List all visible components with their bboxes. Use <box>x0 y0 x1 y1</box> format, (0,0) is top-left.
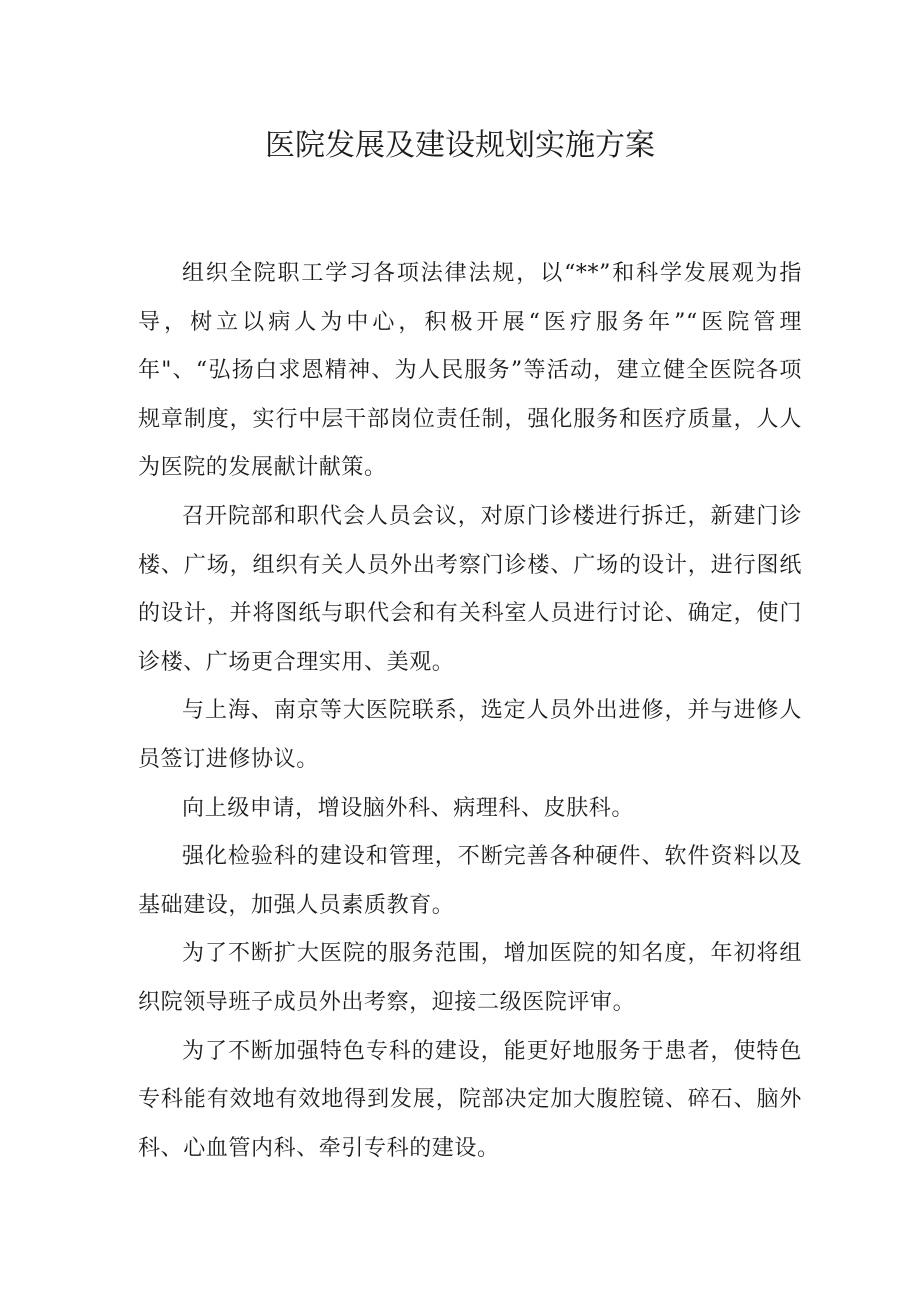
paragraph-5: 强化检验科的建设和管理，不断完善各种硬件、软件资料以及基础建设，加强人员素质教育。 <box>138 844 802 918</box>
document-body <box>138 250 802 1173</box>
paragraph-6: 为了不断扩大医院的服务范围，增加医院的知名度，年初将组织院领导班子成员外出考察，迎接二级医院评审。 <box>138 941 802 1015</box>
paragraph-7: 为了不断加强特色专科的建设，能更好地服务于患者，使特色专科能有效地有效地得到发展，院部决定加大腹腔镜、碎石、脑外科、心血管内科、牵引专科的建设。 <box>138 1038 802 1161</box>
paragraph-3: 与上海、南京等大医院联系，选定人员外出进修，并与进修人员签订进修协议。 <box>138 698 802 772</box>
document-title: 医院发展及建设规划实施方案 <box>265 128 655 163</box>
paragraph-1: 组织全院职工学习各项法律法规，以“**”和科学发展观为指导，树立以病人为中心，积极开展“医疗服务年”“医院管理年"、“弘扬白求恩精神、为人民服务”等活动，建立健全医院各项规章制度，实行中层干部岗位责任制，强化服务和医疗质量，人人为医院的发展献计献策。 <box>138 261 802 481</box>
paragraph-2: 召开院部和职代会人员会议，对原门诊楼进行拆迁，新建门诊楼、广场，组织有关人员外出考察门诊楼、广场的设计，进行图纸的设计，并将图纸与职代会和有关科室人员进行讨论、确定，使门诊楼、广场更合理实用、美观。 <box>138 503 802 675</box>
paragraph-4: 向上级申请，增设脑外科、病理科、皮肤科。 <box>182 795 635 821</box>
